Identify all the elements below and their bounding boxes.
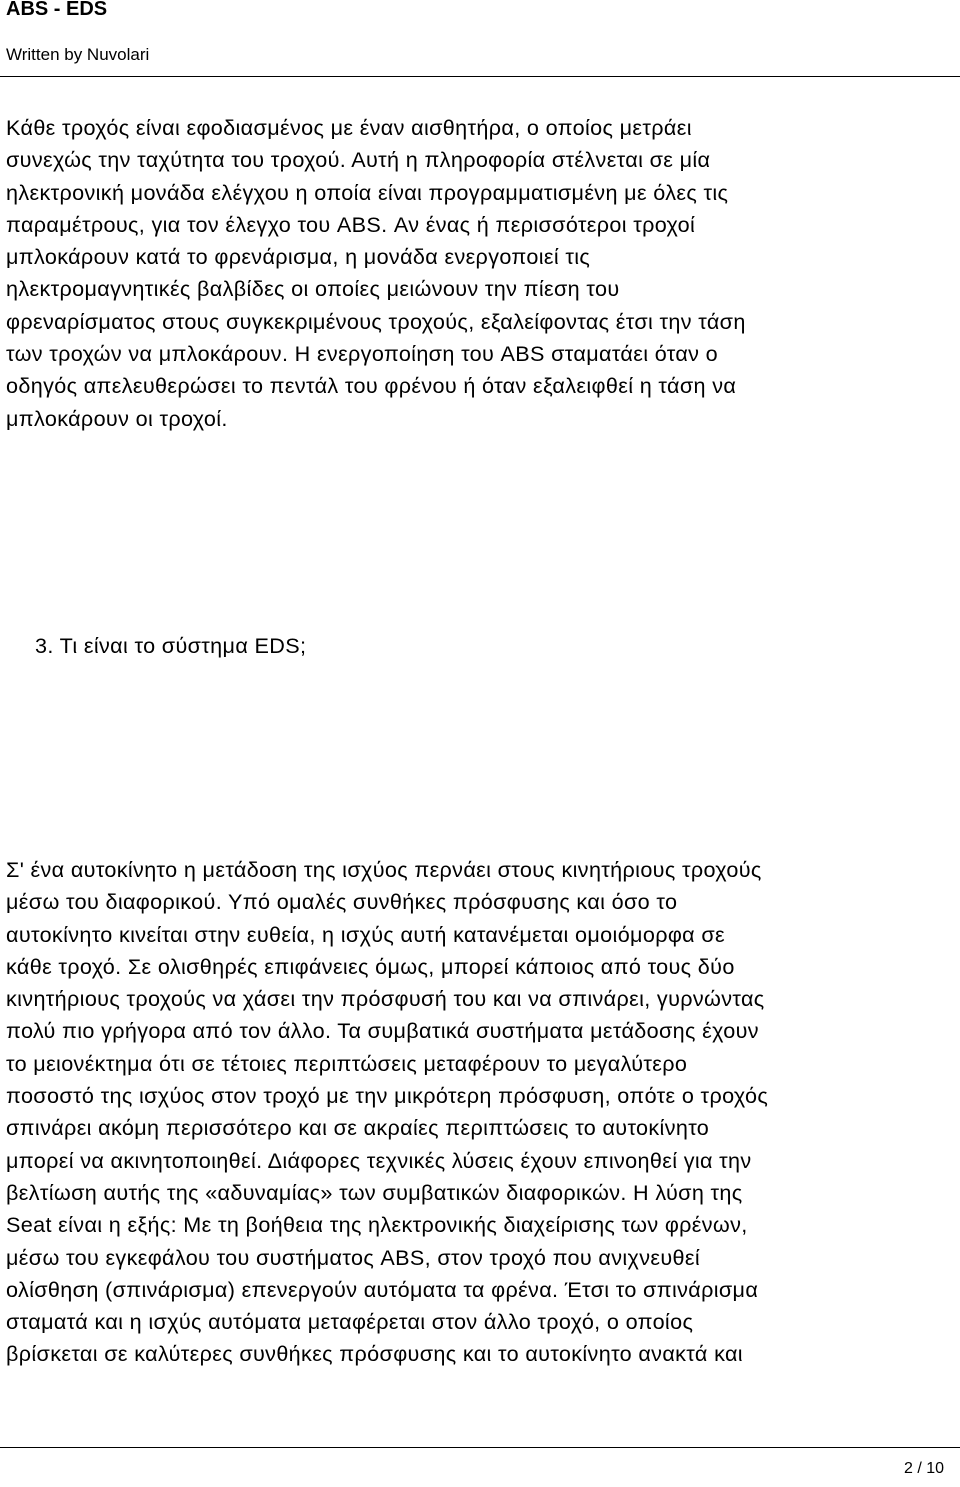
paragraph-abs-operation: Κάθε τροχός είναι εφοδιασμένος με έναν αισθητήρα, ο οποίος μετράει συνεχώς την ταχύτητα του τροχού. Αυτή η πληροφορία στέλνεται σε μία ηλεκτρονική μονάδα ελέγχου η οποία είναι προγραμματισμένη με όλες τις παραμέτρους, για τον έλεγχο του ABS. Αν ένας ή περισσότεροι τροχοί μπλοκάρουν κατά το φρενάρισμα, η μονάδα ενεργοποιεί τις ηλεκτρομαγνητικές βαλβίδες οι οποίες μειώνουν την πίεση του φρεναρίσματος στους συγκεκριμένους τροχούς, εξαλείφοντας έτσι την τάση των τροχών να μπλοκάρουν. Η ενεργοποίηση του ABS σταματάει όταν ο οδηγός απελευθερώσει το πεντάλ του φρένου ή όταν εξαλειφθεί η τάση να μπλοκάρουν οι τροχοί. [6,115,746,431]
paragraph-eds-description: Σ' ένα αυτοκίνητο η μετάδοση της ισχύος περνάει στους κινητήριους τροχούς μέσω του διαφορικού. Υπό ομαλές συνθήκες πρόσφυσης και όσο το αυτοκίνητο κινείται στην ευθεία, η ισχύς αυτή κατανέμεται ομοιόμορφα σε κάθε τροχό. Σε ολισθηρές επιφάνειες όμως, μπορεί κάποιος από τους δύο κινητήριους τροχούς να χάσει την πρόσφυσή του και να σπινάρει, γυρνώντας πολύ πιο γρήγορα από τον άλλο. Τα συμβατικά συστήματα μετάδοσης έχουν το μειονέκτημα ότι σε τέτοιες περιπτώσεις μεταφέρουν το μεγαλύτερο ποσοστό της ισχύος στον τροχό με την μικρότερη πρόσφυση, οπότε ο τροχός σπινάρει ακόμη περισσότερο και σε ακραίες περιπτώσεις το αυτοκίνητο μπορεί να ακινητοποιηθεί. Διάφορες τεχνικές λύσεις έχουν επινοηθεί για την βελτίωση αυτής της «αδυναμίας» των συμβατικών διαφορικών. Η λύση της Seat είναι η εξής: Με τη βοήθεια της ηλεκτρονικής διαχείρισης των φρένων, μέσω του εγκεφάλου του συστήματος ABS, στον τροχό που ανιχνευθεί ολίσθηση (σπινάρισμα) επενεργούν αυτόματα τα φρένα. Έτσι το σπινάρισμα σταματά και η ισχύς αυτόματα μεταφέρεται στον άλλο τροχό, ο οποίος βρίσκεται σε καλύτερες συνθήκες πρόσφυσης και το αυτοκίνητο ανακτά και [6,857,769,1367]
page-number: 2 / 10 [903,1460,944,1477]
section-heading-eds: 3. Τι είναι το σύστημα EDS; [35,633,307,658]
footer-divider [0,1447,960,1448]
document-author: Written by Nuvolari [6,45,150,64]
header-divider [0,76,960,77]
document-title: ABS - EDS [6,0,108,20]
